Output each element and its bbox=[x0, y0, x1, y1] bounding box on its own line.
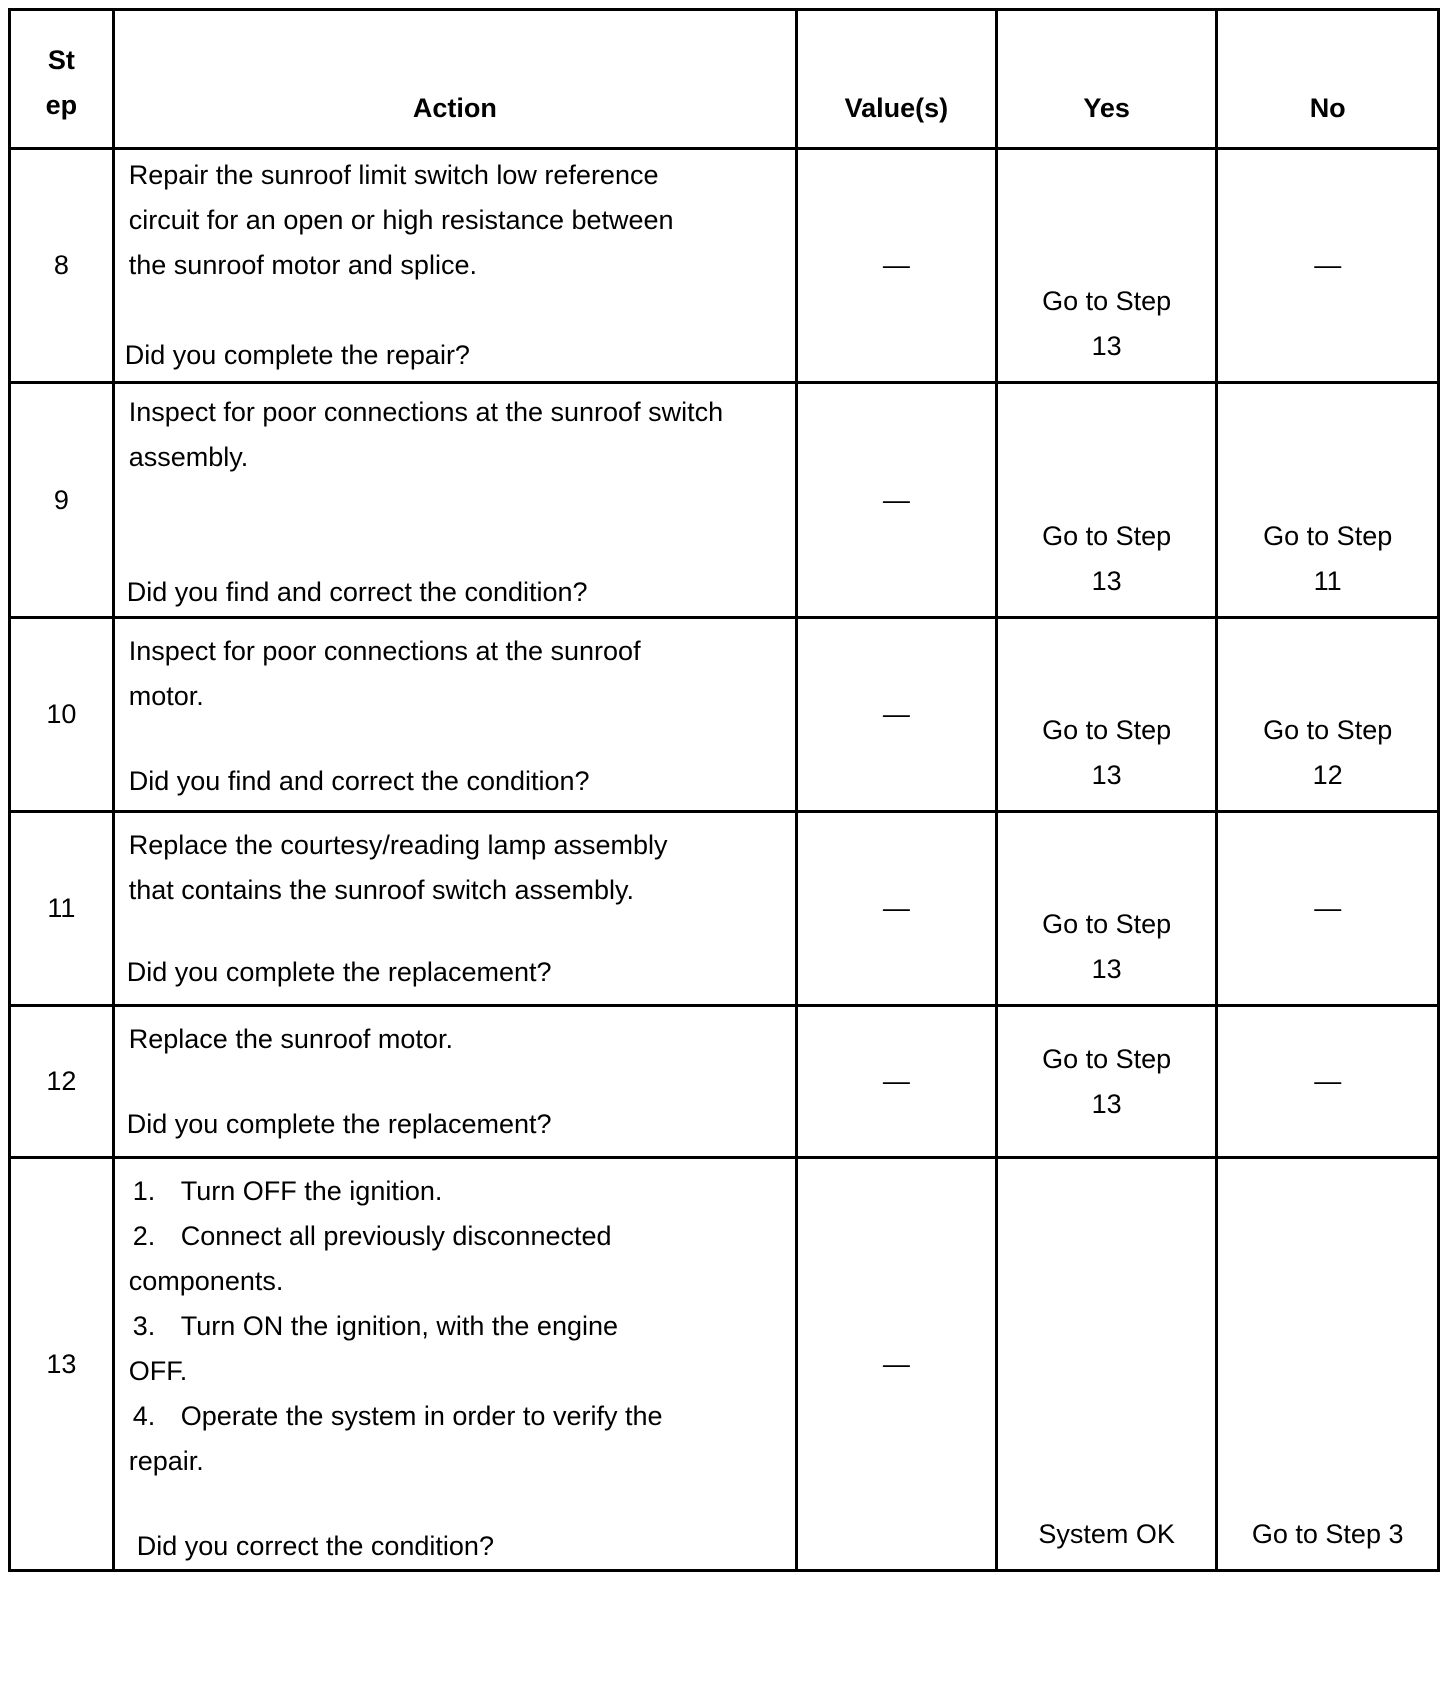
table-row bbox=[10, 812, 1439, 1006]
action-cell: Inspect for poor connections at the sunroof motor. Did you find and correct the condition? bbox=[113, 618, 796, 812]
yes-cell: Go to Step 13 bbox=[996, 383, 1217, 618]
no-cell: Go to Step 11 bbox=[1217, 383, 1439, 618]
list-item: 2. Connect all previously disconnected components. bbox=[128, 1221, 612, 1296]
table-row bbox=[10, 1006, 1439, 1158]
action-question: Did you find and correct the condition? bbox=[126, 577, 588, 607]
header-yes: Yes bbox=[996, 10, 1217, 149]
step-number: 10 bbox=[10, 618, 114, 812]
header-no: No bbox=[1217, 10, 1439, 149]
action-cell: Repair the sunroof limit switch low reference circuit for an open or high resistance between the sunroof motor and splice. Did you complete the repair? bbox=[113, 149, 796, 383]
action-cell: Inspect for poor connections at the sunroof switch assembly. Did you find and correct the condition? bbox=[113, 383, 796, 618]
header-values: Value(s) bbox=[796, 10, 996, 149]
step-number: 11 bbox=[10, 812, 114, 1006]
no-cell: — bbox=[1217, 812, 1439, 1006]
yes-cell: Go to Step 13 bbox=[996, 1006, 1217, 1158]
list-item: 3. Turn ON the ignition, with the engine OFF. bbox=[128, 1311, 619, 1386]
action-question: Did you complete the replacement? bbox=[126, 957, 552, 987]
value-cell: — bbox=[796, 812, 996, 1006]
list-item: 1. Turn OFF the ignition. bbox=[132, 1176, 443, 1206]
step-number: 13 bbox=[10, 1158, 114, 1571]
action-question: Did you complete the replacement? bbox=[126, 1109, 552, 1139]
value-cell: — bbox=[796, 383, 996, 618]
value-cell: — bbox=[796, 618, 996, 812]
table-row bbox=[10, 1158, 1439, 1571]
table-row bbox=[10, 383, 1439, 618]
value-cell: — bbox=[796, 1158, 996, 1571]
header-action: Action bbox=[113, 10, 796, 149]
table-row bbox=[10, 149, 1439, 383]
no-cell: Go to Step 12 bbox=[1217, 618, 1439, 812]
no-cell: Go to Step 3 bbox=[1217, 1158, 1439, 1571]
header-step: St ep bbox=[10, 10, 114, 149]
action-steps-list bbox=[129, 1169, 785, 1484]
yes-cell: Go to Step 13 bbox=[996, 812, 1217, 1006]
action-question: Did you complete the repair? bbox=[124, 340, 470, 370]
diagnostic-table bbox=[8, 8, 1440, 1572]
yes-cell: Go to Step 13 bbox=[996, 149, 1217, 383]
table-row bbox=[10, 618, 1439, 812]
action-cell bbox=[113, 1158, 796, 1571]
action-cell: Replace the sunroof motor. Did you complete the replacement? bbox=[113, 1006, 796, 1158]
step-number: 12 bbox=[10, 1006, 114, 1158]
action-cell: Replace the courtesy/reading lamp assembly that contains the sunroof switch assembly. Did you complete the replacement? bbox=[113, 812, 796, 1006]
no-cell: — bbox=[1217, 1006, 1439, 1158]
value-cell: — bbox=[796, 1006, 996, 1158]
list-item: 4. Operate the system in order to verify the repair. bbox=[128, 1401, 663, 1476]
no-cell: — bbox=[1217, 149, 1439, 383]
step-number: 8 bbox=[10, 149, 114, 383]
header-row bbox=[10, 10, 1439, 149]
yes-cell: System OK bbox=[996, 1158, 1217, 1571]
action-question: Did you correct the condition? bbox=[136, 1531, 494, 1561]
yes-cell: Go to Step 13 bbox=[996, 618, 1217, 812]
action-question: Did you find and correct the condition? bbox=[128, 766, 590, 796]
step-number: 9 bbox=[10, 383, 114, 618]
value-cell: — bbox=[796, 149, 996, 383]
